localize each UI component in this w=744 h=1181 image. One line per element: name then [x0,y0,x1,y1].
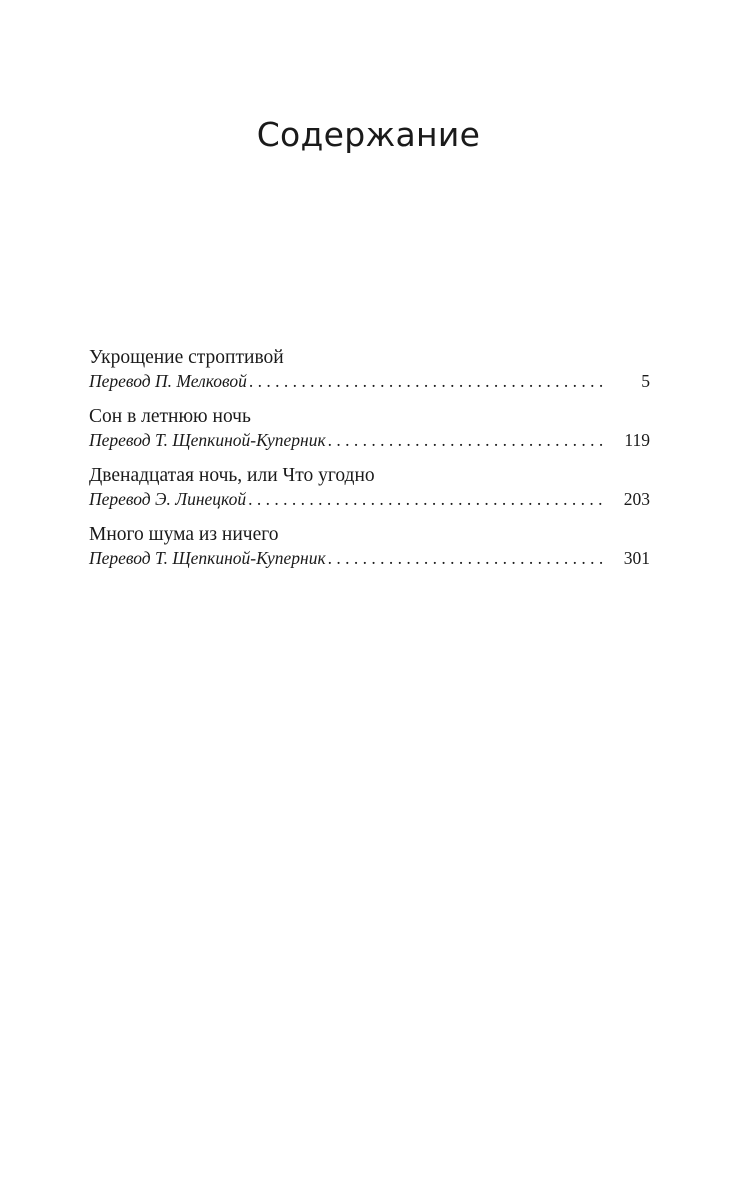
toc-entry-page-number: 119 [624,430,650,450]
toc-entry-details [89,488,650,510]
toc-entry-page-number: 5 [641,371,650,391]
dot-leader [328,547,608,569]
toc-entry-title: Укрощение строптивой [89,347,284,368]
toc-entry-details [89,370,650,392]
toc-entry-translator: Перевод Э. Линецкой [89,489,247,509]
toc-entry-translator: Перевод Т. Щепкиной-Куперник [89,548,326,568]
toc-entry-translator: Перевод Т. Щепкиной-Куперник [89,430,326,450]
toc-entry[interactable] [89,346,650,405]
toc-entry-details [89,429,650,451]
table-of-contents [89,346,650,582]
toc-entry-title: Двенадцатая ночь, или Что угодно [89,465,375,486]
toc-entry[interactable] [89,464,650,523]
toc-entry[interactable] [89,523,650,582]
toc-entry-title: Много шума из ничего [89,524,279,545]
toc-entry-page-number: 203 [623,489,650,509]
page-title: Содержание [256,115,481,154]
dot-leader [249,370,608,392]
toc-entry-title: Сон в летнюю ночь [89,406,251,427]
dot-leader [328,429,608,451]
toc-entry[interactable] [89,405,650,464]
toc-entry-page-number: 301 [623,548,650,568]
dot-leader [248,488,608,510]
toc-entry-details [89,547,650,569]
toc-entry-translator: Перевод П. Мелковой [89,371,247,391]
